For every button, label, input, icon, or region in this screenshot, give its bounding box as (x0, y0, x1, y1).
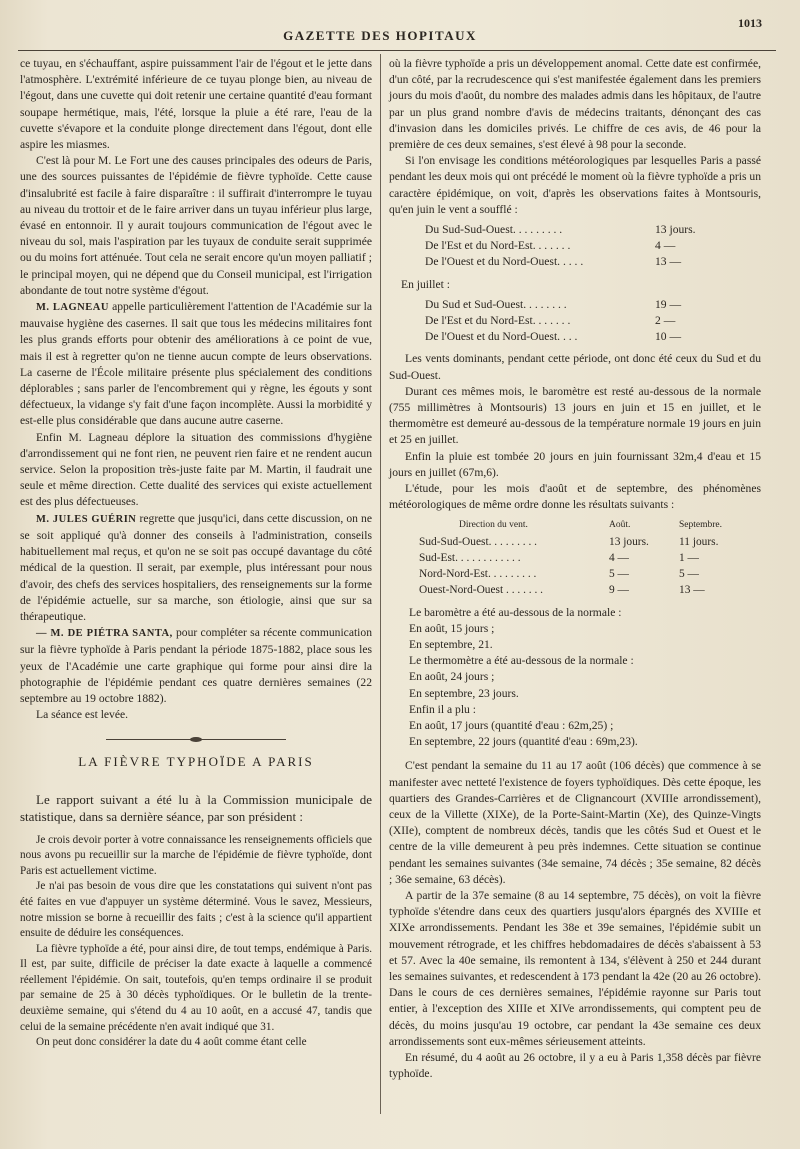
paragraph: Durant ces mêmes mois, le baromètre est resté au-dessous de la normale (755 millimètres à Montsouris) 13 jours en juin et 15 en juillet, et le thermomètre est demeuré au-dessous de la température normale 19 jours en juin et 25 en juillet. (389, 384, 761, 447)
wind-direction-table (419, 517, 749, 598)
quote-paragraph: Je n'ai pas besoin de vous dire que les constatations qui suivent n'ont pas été faites en vue d'appuyer un système déterminé. Vous le savez, Messieurs, notre mission se borne à recueillir des faits ; c'est à la science qu'il appartient ensuite de déduire les conséquences. (20, 880, 372, 940)
july-label: En juillet : (401, 277, 450, 291)
table-row: Nord-Nord-Est. . . . . . . . . 5 — 5 — (419, 568, 699, 581)
right-column (389, 56, 761, 1082)
wind-row: De l'Ouest et du Nord-Ouest. . . . . 13 — (425, 255, 682, 269)
wind-row: De l'Est et du Nord-Est. . . . . . . 2 — (425, 314, 676, 328)
list-item: En septembre, 21. (409, 637, 493, 651)
list-item: En septembre, 23 jours. (409, 686, 519, 700)
paragraph-text: appelle particulièrement l'attention de l'Académie sur la mauvaise hygiène des casernes. Il sait que tous les médecins militaires font les plus grands efforts pour obtenir des améliorations à ce point de vue, mais il est à regretter qu'on ne tienne aucun compte de leurs observations. La caserne de l'École militaire présente plus spécialement des conditions déplorables ; sans parler de l'encombrement qui y règne, les égouts y sont défectueux, la vidange s'y fait d'une façon incomplète. Aussi la morbidité y est-elle plus considérable que dans aucune autre caserne. (20, 300, 373, 428)
section-title: LA FIÈVRE TYPHOÏDE A PARIS (78, 754, 314, 770)
list-item: En août, 15 jours ; (409, 621, 495, 635)
paragraph (20, 511, 372, 625)
wind-row: De l'Ouest et du Nord-Ouest. . . . 10 — (425, 330, 682, 344)
page-header (0, 14, 800, 46)
column-divider (380, 54, 381, 1114)
lead-paragraph: Le rapport suivant a été lu à la Commission municipale de statistique, dans sa dernière séance, par son président : (20, 791, 372, 824)
paragraph: Enfin la pluie est tombée 20 jours en juin fournissant 32m,4 d'eau et 15 jours en juillet (67m,6). (389, 449, 761, 479)
table-header: Direction du vent. Août. Septembre. (459, 520, 723, 531)
header-rule (18, 50, 776, 51)
paragraph-text: pour compléter sa récente communication sur la fièvre typhoïde à Paris pendant la période 1875-1882, place sous les yeux de l'Académie une carte graphique qui forme pour ainsi dire la photographie de l'épidémie pendant ces quatre dernières semaines (22 septembre au 19 octobre 1882). (20, 626, 373, 705)
quote-paragraph: On peut donc considérer la date du 4 août comme étant celle (36, 1036, 307, 1049)
speaker-name: M. LAGNEAU (36, 302, 109, 314)
list-item: Enfin il a plu : (409, 702, 476, 716)
paragraph: L'étude, pour les mois d'août et de septembre, des phénomènes météorologiques de même ordre donne les résultats suivants : (389, 482, 761, 512)
paragraph: C'est là pour M. Le Fort une des causes principales des odeurs de Paris, une des sources puissantes de l'épidémie de fièvre typhoïde. Cette cause d'insalubrité est facile à faire disparaître : il suffirait d'interrompre le tuyau au niveau du trottoir et de le faire arriver dans un tuyau inférieur plus large, évasé en entonnoir. Il y aurait toujours communication de l'égout avec le niveau du sol, mais l'aspiration par les tuyaux de conduite serait supprimée ou du moins fort atténuée. Tout cela ne serait encore qu'un moyen palliatif ; le principal moyen, qui ne dépend que du Conseil municipal, est l'irrigation abondante de tout notre système d'égout. (20, 154, 372, 297)
list-item: Le thermomètre a été au-dessous de la normale : (409, 654, 634, 668)
quote-paragraph: La fièvre typhoïde a été, pour ainsi dire, de tout temps, endémique à Paris. Il est, par suite, difficile de préciser la date exacte à laquelle a commencé réellement l'épidémie. On sait, toutefois, qu'en temps ordinaire il se produit par semaine de 25 à 30 décès typhoïdiques. Or le bulletin de la trente-deuxième semaine, qui s'étend du 4 au 10 août, en a accusé 47, tandis que celui de la semaine précédente n'en avait indiqué que 31. (20, 942, 372, 1033)
table-row: Sud-Est. . . . . . . . . . . . 4 — 1 — (419, 551, 699, 564)
june-wind-table (425, 222, 715, 271)
paragraph (20, 625, 372, 707)
paragraph: où la fièvre typhoïde a pris un développement anomal. Cette date est confirmée, d'un côté, par la recrudescence qui s'est manifestée également dans les premiers jours du mois d'août, du nombre des malades admis dans les hôpitaux, de l'autre par un plus grand nombre d'avis de médecins traitants, dénonçant des cas d'invasion dans les domiciles privés. Le chiffre de ces avis, de 46 pour la première de ces deux semaines, s'est élevé à 98 pour la seconde. (389, 57, 761, 152)
list-item: En août, 17 jours (quantité d'eau : 62m,25) ; (409, 718, 614, 732)
weather-summary-list (409, 605, 761, 751)
table-row: Sud-Sud-Ouest. . . . . . . . . 13 jours. 11 jours. (419, 535, 719, 548)
wind-row: De l'Est et du Nord-Est. . . . . . . 4 — (425, 239, 676, 253)
list-item: En août, 24 jours ; (409, 670, 495, 684)
section-rule (106, 739, 286, 740)
paragraph-text: regrette que jusqu'ici, dans cette discussion, on ne se soit appliqué qu'à donner des conseils à l'administration, conseils habituellement mal reçus, et qu'on ne se soit pas occupé davantage du côté médical de la question. Il serait, par exemple, plus intéressant pour nous d'avoir, des chefs des services hospitaliers, des renseignements sur la forme de l'épidémie actuelle, sur sa marche, son étiologie, ainsi que sur sa thérapeutique. (20, 511, 372, 623)
running-title: GAZETTE DES HOPITAUX (283, 28, 477, 43)
list-item: Le baromètre a été au-dessous de la normale : (409, 605, 622, 619)
july-wind-table (425, 297, 715, 346)
list-item: En septembre, 22 jours (quantité d'eau : 69m,23). (409, 735, 638, 749)
wind-row: Du Sud-Sud-Ouest. . . . . . . . . 13 jours. (425, 223, 696, 237)
page-number: 1013 (738, 16, 762, 30)
paragraph: Enfin M. Lagneau déplore la situation des commissions d'hygiène d'arrondissement qui ne font rien, ne peuvent rien faire et ne rendent aucun service. Selon la proposition très-juste faite par M. Martin, il faudrait une seule et même direction. Cette dualité des services qui existe actuellement est des plus défectueuses. (20, 430, 372, 509)
speaker-name: M. JULES GUÉRIN (36, 513, 137, 525)
left-column (20, 56, 372, 1051)
paragraph: Si l'on envisage les conditions météorologiques par lesquelles Paris a passé pendant les deux mois qui ont précédé le moment où la fièvre typhoïde a pris un caractère épidémique, on voit, d'après les observations faites à Montsouris, qu'en juin le vent a soufflé : (389, 154, 761, 216)
paragraph: En résumé, du 4 août au 26 octobre, il y a eu à Paris 1,358 décès par fièvre typhoïde. (389, 1050, 761, 1081)
table-row: Ouest-Nord-Ouest . . . . . . . 9 — 13 — (419, 584, 705, 597)
paragraph: La séance est levée. (36, 708, 129, 722)
paragraph: C'est pendant la semaine du 11 au 17 août (106 décès) que commence à se manifester avec netteté l'existence de foyers typhoïdiques. Dès cette époque, les quartiers des Grandes-Carrières et de Clignancourt (XVIIIe arrondissement), ceux de la Villette (XIXe), de la Porte-Saint-Martin (Xe), des Quinze-Vingts (XIIe), comptent de nombreux décès, tandis que les côtés Sud et Ouest et le centre de la ville demeurent à peu près indemnes. Cette situation se continue pendant les semaines suivantes (34e semaine, 74 décès ; 35e semaine, 82 décès ; 36e semaine, 63 décès). (389, 759, 761, 886)
paragraph (20, 299, 372, 430)
quote-paragraph: Je crois devoir porter à votre connaissance les renseignements officiels que nous avons pu recueillir sur la marche de l'épidémie de fièvre typhoïde, dont Paris est actuellement victime. (20, 833, 372, 877)
paragraph: A partir de la 37e semaine (8 au 14 septembre, 75 décès), on voit la fièvre typhoïde s'étendre dans ceux des quartiers jusqu'alors épargnés des XVIIIe et XIXe arrondissements. Pendant les 38e et 39e semaines, l'épidémie subit un mouvement rétrograde, et les chiffres hebdomadaires de décès s'abaissent à 53 et 57. Avec la 40e semaine, ils remontent à 134, s'élèvent à 250 et 244 durant les semaines suivantes, et redescendent à 173 pendant la 42e (20 au 26 octobre). Dans le cours de ces dernières semaines, l'épidémie rayonne sur Paris tout entier, à l'exception des XIIIe et XIVe arrondissements, qui comptent peu de décès, du moins jusqu'au 19 octobre, car pendant la 43e semaine ces deux arrondissements sont eux-mêmes sérieusement atteints. (389, 888, 761, 1048)
paragraph: Les vents dominants, pendant cette période, ont donc été ceux du Sud et du Sud-Ouest. (389, 352, 761, 382)
speaker-name: — M. DE PIÉTRA SANTA, (36, 628, 173, 640)
wind-row: Du Sud et Sud-Ouest. . . . . . . . 19 — (425, 297, 682, 311)
paragraph: ce tuyau, en s'échauffant, aspire puissamment l'air de l'égout et le jette dans l'atmosphère. L'extrémité inférieure de ce tuyau plonge bien, au niveau de l'égout, dans une cuvette qui doit retenir une certaine quantité d'eau formant soupape hermétique, mais, l'été, lorsque la pluie a été rare, l'eau de la cuvette s'évapore et la conduite plonge directement dans l'égout, dont elle aspire les miasmes. (20, 57, 372, 152)
